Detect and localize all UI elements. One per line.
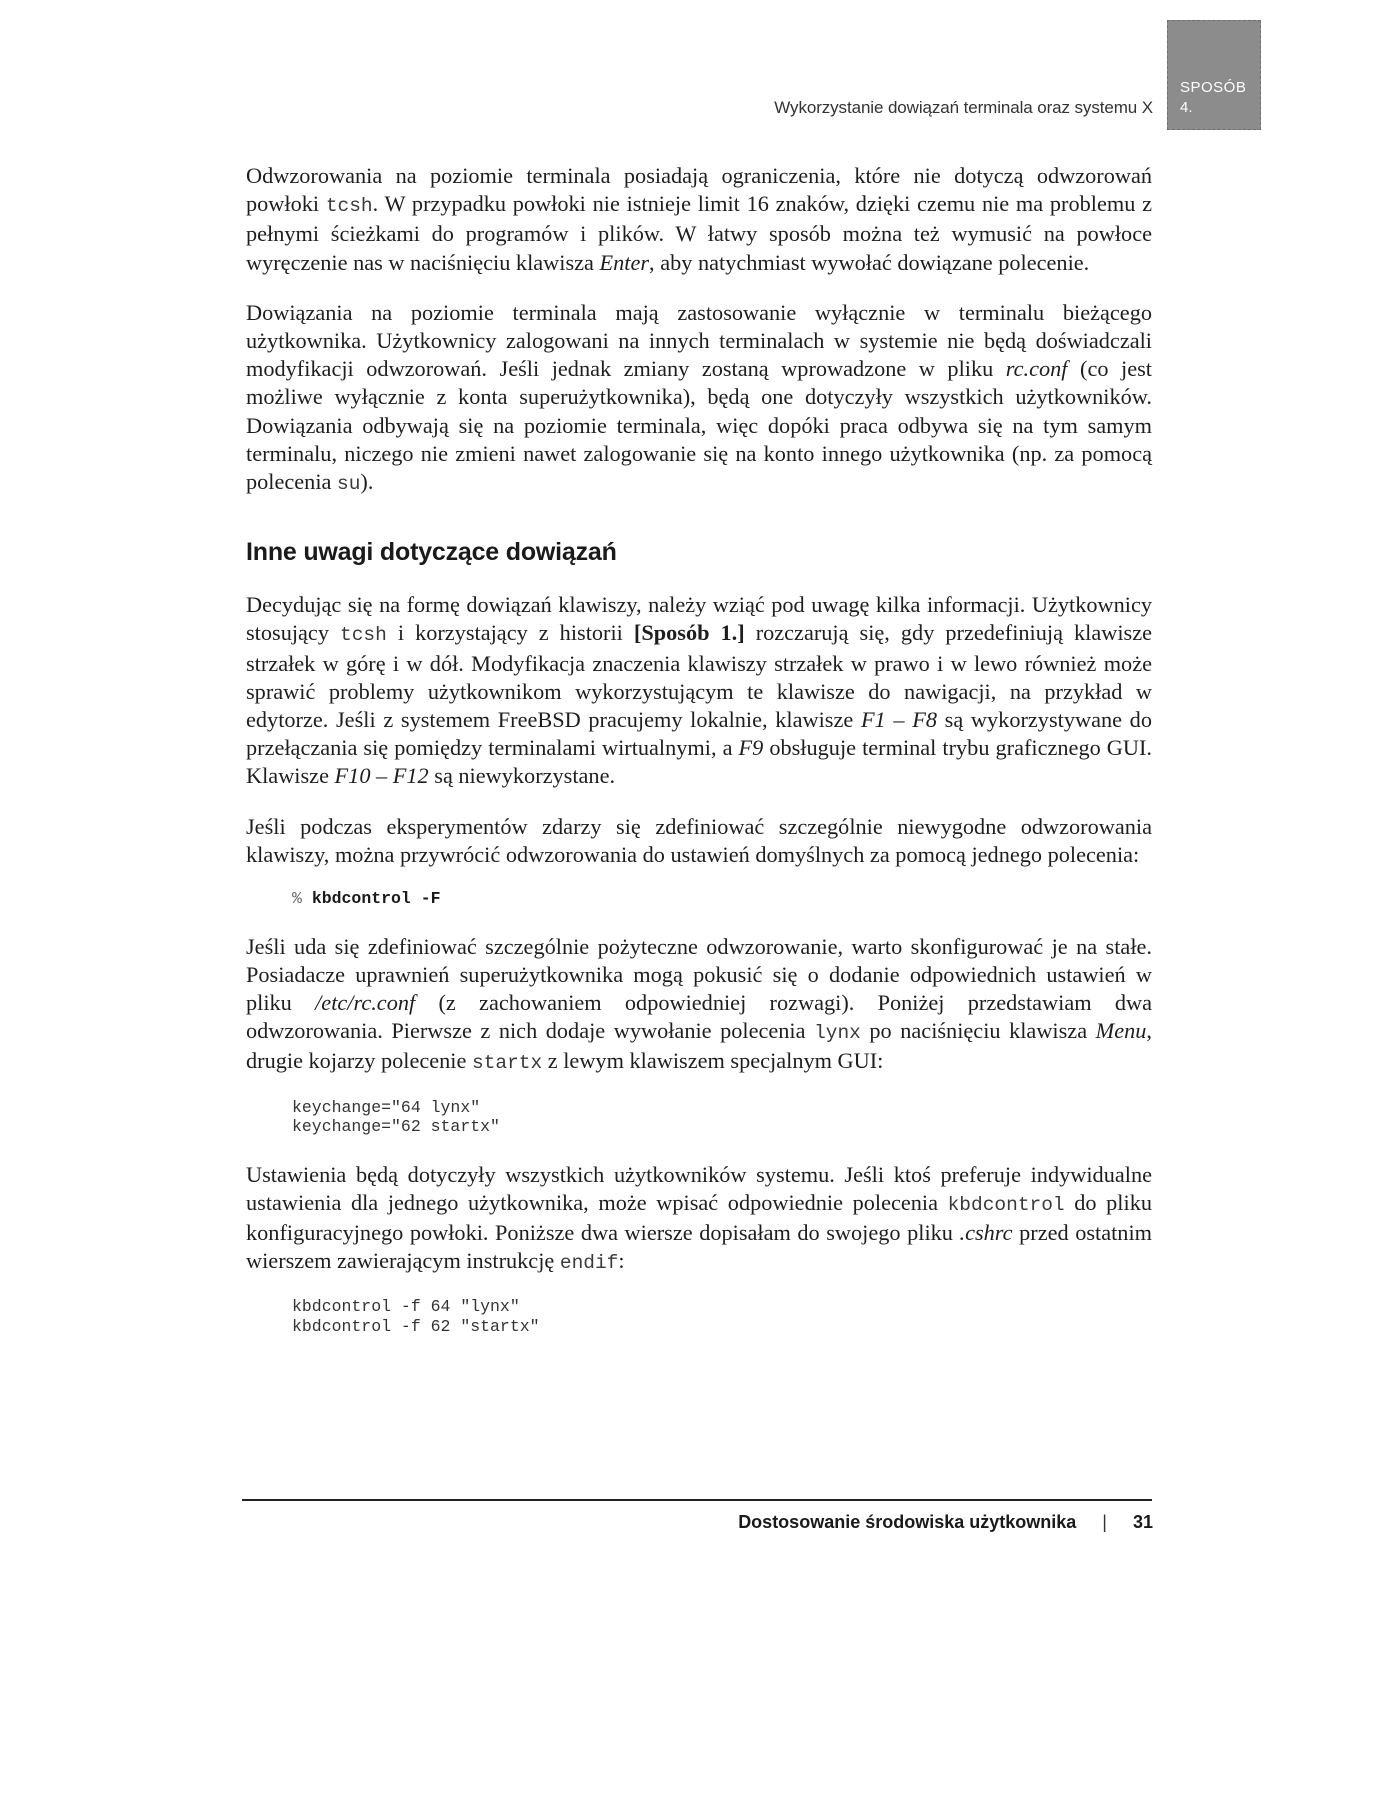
text: (z zachowaniem odpowiedniej rozwagi). Poniżej przedstawiam dwa odwzorowania. Pierwsze z nich dodaje wywołanie polecenia — [246, 989, 1152, 1044]
section-heading: Inne uwagi dotyczące dowiązań — [246, 538, 617, 567]
chapter-tab-label: SPOSÓB — [1180, 79, 1247, 96]
paragraph-6 — [246, 1161, 1152, 1278]
text: . W przypadku powłoki nie istnieje limit 16 znaków, dzięki czemu nie ma problemu z pełnymi ścieżkami do programów i plików. W łatwy sposób można też wymusić na powłoce wyręczenie nas w naciśnięciu klawisza — [246, 191, 1152, 275]
italic-term: F10 — [334, 763, 371, 789]
text: obsługuje terminal trybu graficznego GUI. Klawisze — [246, 735, 1152, 789]
running-header: Wykorzystanie dowiązań terminala oraz systemu X — [774, 98, 1153, 117]
inline-code: lynx — [814, 1022, 861, 1045]
italic-term: F8 — [912, 707, 937, 733]
inline-code: tcsh — [325, 195, 373, 218]
code-line: keychange="62 startx" — [292, 1117, 500, 1137]
chapter-tab — [1167, 20, 1261, 130]
inline-code: kbdcontrol — [947, 1193, 1065, 1216]
text: do pliku konfiguracyjnego powłoki. Poniższe dwa wiersze dopisałam do swojego pliku — [246, 1189, 1152, 1245]
text: przed ostatnim wierszem zawierającym instrukcję — [246, 1219, 1152, 1274]
italic-term: F1 — [860, 707, 886, 733]
footer-separator: | — [1102, 1512, 1107, 1532]
italic-term: Menu — [1095, 1018, 1147, 1044]
code-line: keychange="64 lynx" — [292, 1097, 481, 1117]
paragraph-1 — [246, 162, 1152, 277]
footer-divider — [242, 1499, 1152, 1501]
text: Jeśli uda się zdefiniować szczególnie pożyteczne odwzorowanie, warto skonfigurować je na stałe. Posiadacze uprawnień superużytkownika mogą pokusić się o dodanie odpowiednich ustawień w pliku — [246, 933, 1152, 1015]
text: Decydując się na formę dowiązań klawiszy, należy wziąć pod uwagę kilka informacji. Użytkownicy stosujący — [246, 592, 1152, 646]
code-block-2 — [292, 1098, 1152, 1137]
inline-code: tcsh — [340, 624, 387, 647]
text: Jeśli podczas eksperymentów zdarzy się zdefiniować szczególnie niewygodne odwzorowania klawiszy, można przywrócić odwzorowania do ustawień domyślnych za pomocą jednego polecenia: — [246, 813, 1152, 867]
code-block-3 — [292, 1297, 1152, 1336]
italic-term: .cshrc — [959, 1219, 1013, 1245]
page-number: 31 — [1132, 1512, 1153, 1532]
italic-term: /etc/rc.conf — [315, 989, 416, 1015]
code-line: kbdcontrol -f 64 "lynx" — [292, 1297, 520, 1317]
text: są niewykorzystane. — [428, 763, 616, 789]
text: – — [885, 707, 913, 733]
italic-term: F9 — [738, 735, 764, 761]
inline-code: endif — [559, 1252, 619, 1275]
page-footer — [600, 1512, 1153, 1533]
page-body — [246, 162, 1152, 1360]
paragraph-3 — [246, 591, 1152, 790]
text: , aby natychmiast wywołać dowiązane polecenie. — [649, 249, 1090, 275]
italic-term: F12 — [392, 763, 429, 789]
text: i korzystający z historii — [386, 620, 634, 646]
text: są wykorzystywane do przełączania się pomiędzy terminalami wirtualnymi, a — [246, 707, 1152, 761]
text: Dowiązania na poziomie terminala mają zastosowanie wyłącznie w terminalu bieżącego użytkownika. Użytkownicy zalogowani na innych terminalach w systemie nie będą doświadczali modyfikacji odwzorowań. Jeśli jednak zmiany zostaną wprowadzone w pliku — [246, 299, 1152, 382]
paragraph-2 — [246, 299, 1152, 498]
code-block-1 — [292, 889, 1152, 909]
inline-code: startx — [471, 1052, 543, 1075]
text: , drugie kojarzy polecenie — [246, 1018, 1152, 1074]
text: z lewym klawiszem specjalnym GUI: — [542, 1048, 884, 1074]
text: ). — [360, 469, 374, 495]
chapter-tab-number: 4. — [1180, 99, 1193, 116]
inline-code: su — [337, 473, 361, 496]
text: – — [370, 763, 393, 789]
text: Odwzorowania na poziomie terminala posiadają ograniczenia, które nie dotyczą odwzorowań powłoki — [246, 163, 1152, 217]
command: kbdcontrol -F — [311, 889, 441, 909]
text: : — [618, 1248, 625, 1274]
text: rozczarują się, gdy przedefiniują klawisze strzałek w górę i w dół. Modyfikacja znaczenia klawiszy strzałek w prawo i w lewo również może sprawić problemy użytkownikom wykorzystującym te klawisze do nawigacji, na przykład w edytorze. Jeśli z systemem FreeBSD pracujemy lokalnie, klawisze — [246, 620, 1153, 733]
shell-prompt: % — [292, 889, 302, 909]
paragraph-4 — [246, 813, 1152, 869]
text: po naciśnięciu klawisza — [860, 1018, 1096, 1044]
paragraph-5 — [246, 933, 1152, 1078]
text: Ustawienia będą dotyczyły wszystkich użytkowników systemu. Jeśli ktoś preferuje indywidualne ustawienia dla jednego użytkownika, może wpisać odpowiednie polecenia — [246, 1161, 1152, 1215]
text: (co jest możliwe wyłącznie z konta superużytkownika), będą one dotyczyły wszystkich użytkowników. Dowiązania odbywają się na poziomie terminala, więc dopóki praca odbywa się na tym samym terminalu, niczego nie zmieni nawet zalogowanie się na konto innego użytkownika (np. za pomocą polecenia — [246, 356, 1152, 495]
cross-reference: [Sposób 1.] — [633, 620, 745, 646]
italic-term: Enter — [599, 249, 650, 275]
italic-term: rc.conf — [1005, 356, 1068, 382]
footer-title: Dostosowanie środowiska użytkownika — [738, 1512, 1077, 1532]
code-line: kbdcontrol -f 62 "startx" — [292, 1316, 540, 1336]
